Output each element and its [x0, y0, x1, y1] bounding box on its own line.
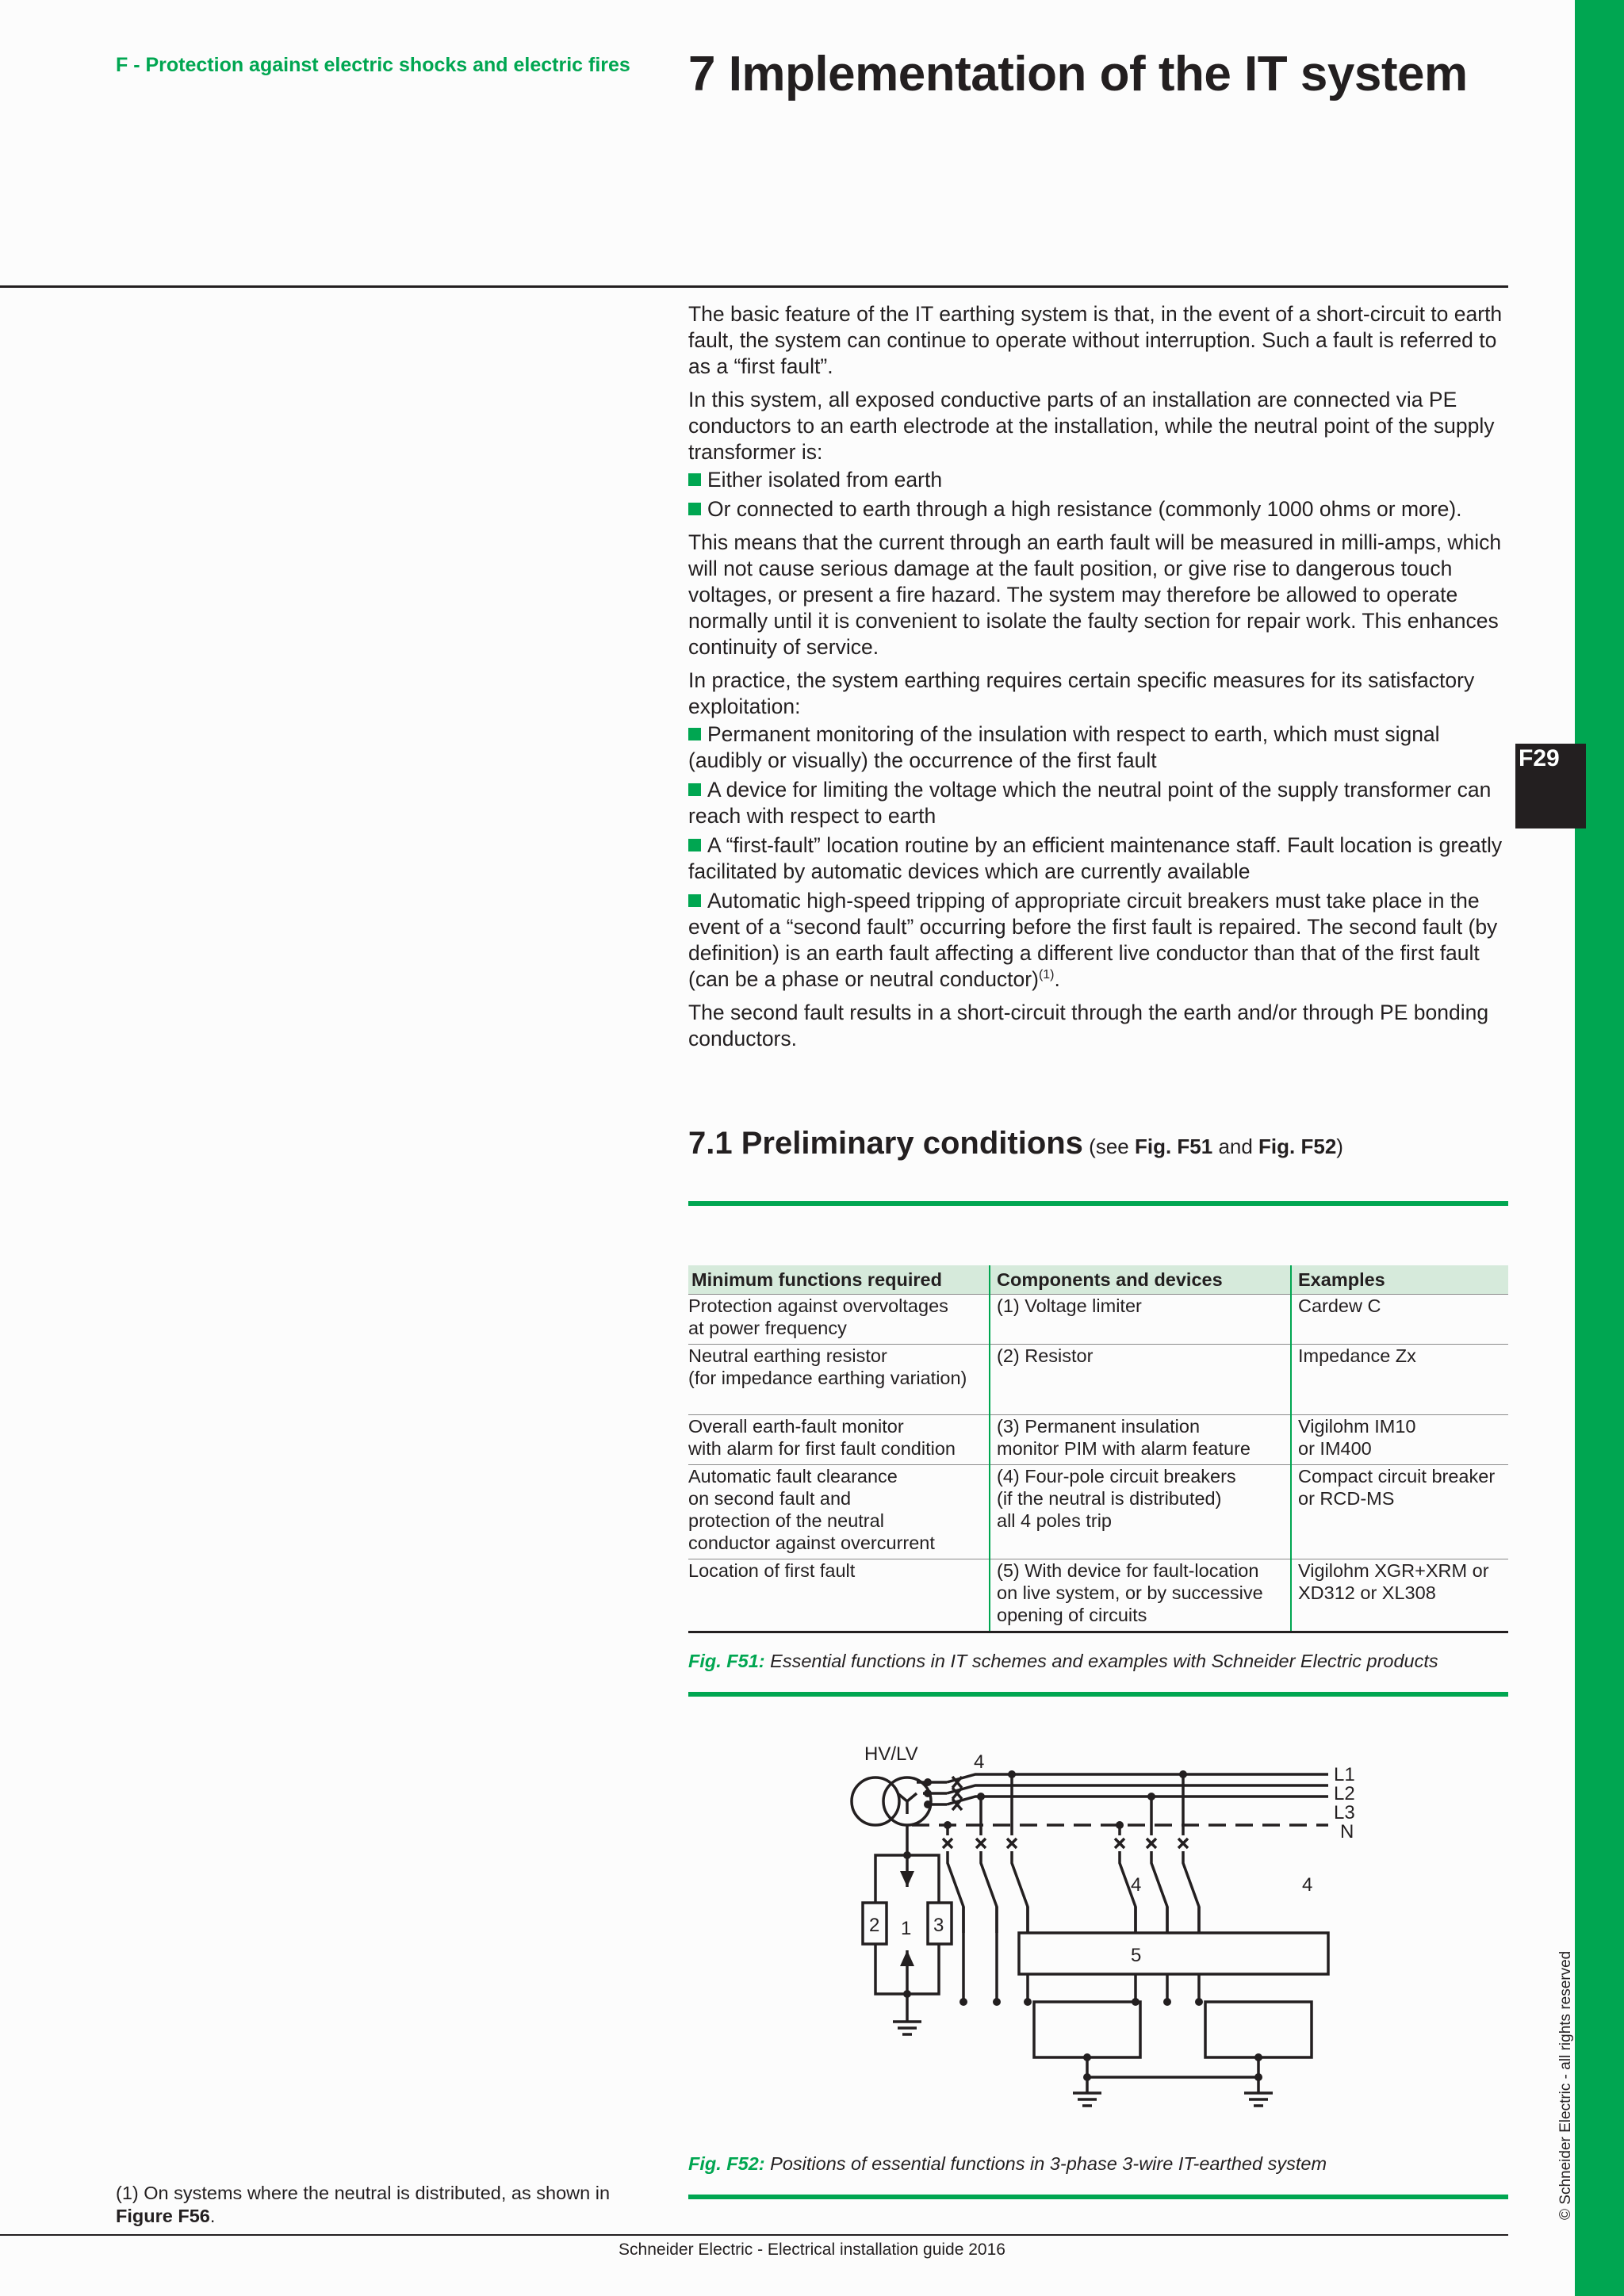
side-accent-bar — [1575, 0, 1624, 2296]
bullet-square-icon — [688, 503, 701, 515]
breaker-x — [1007, 1839, 1017, 1848]
pe-bonding — [1087, 2057, 1258, 2093]
bullet-square-icon — [688, 783, 701, 796]
table-cell: Cardew C — [1291, 1295, 1508, 1345]
line-label: N — [1340, 1821, 1354, 1843]
chapter-title: F - Protection against electric shocks and electric fires — [116, 54, 630, 76]
earth-symbol — [1244, 2093, 1273, 2106]
table-row — [688, 1345, 1508, 1415]
table-cell: Vigilohm IM10 or IM400 — [1291, 1415, 1508, 1465]
page-title: 7 Implementation of the IT system — [688, 47, 1468, 101]
caption-rule — [688, 1692, 1508, 1697]
component-label: 5 — [1131, 1945, 1142, 1966]
table-cell: Overall earth-fault monitor with alarm for first fault condition — [688, 1415, 990, 1465]
bullet-square-icon — [688, 473, 701, 486]
earth-symbol — [893, 2022, 921, 2034]
caption-text: Positions of essential functions in 3-phase 3-wire IT-earthed system — [764, 2153, 1327, 2174]
caption-text: Essential functions in IT schemes and examples with Schneider Electric products — [764, 1651, 1438, 1671]
table-row — [688, 1295, 1508, 1345]
list-item-text: Automatic high-speed tripping of appropriate circuit breakers must take place in the event of a “second fault” occurring before the first fault is repaired. The second fault (by definition) is an earth fault affecting a different live conductor than that of the first fault (can be a phase or neutral conductor) — [688, 889, 1498, 991]
section-close: ) — [1336, 1135, 1343, 1158]
table-row — [688, 1465, 1508, 1559]
breaker-x — [1178, 1839, 1188, 1848]
section-heading — [688, 1126, 1343, 1161]
table-cell: Protection against overvoltages at power frequency — [688, 1295, 990, 1345]
table-cell: Vigilohm XGR+XRM or XD312 or XL308 — [1291, 1559, 1508, 1632]
table-row — [688, 1559, 1508, 1632]
fig-link[interactable]: Fig. F52 — [1258, 1135, 1337, 1158]
bullet-square-icon — [688, 894, 701, 907]
figure-caption-f52 — [688, 2153, 1327, 2175]
functions-table — [688, 1265, 1508, 1633]
breaker-x — [943, 1839, 952, 1848]
list-item-text: A “first-fault” location routine by an efficient maintenance staff. Fault location is greatly facilitated by automatic devices which are currently available — [688, 833, 1503, 883]
caption-label: Fig. F52: — [688, 2153, 765, 2174]
figure-caption-f51 — [688, 1651, 1438, 1672]
breaker-x — [976, 1839, 986, 1848]
paragraph: This means that the current through an earth fault will be measured in milli-amps, which will not cause serious damage at the fault position, or give rise to dangerous touch voltages, or present a fire hazard. The system may therefore be allowed to operate normally until it is convenient to isolate the faulty section for repair work. This enhances continuity of service. — [688, 530, 1502, 659]
list-item — [688, 496, 1513, 522]
section-rule — [688, 1201, 1508, 1206]
table-cell: Location of first fault — [688, 1559, 990, 1632]
list-item-text: A device for limiting the voltage which the neutral point of the supply transformer can reach with respect to earth — [688, 778, 1492, 828]
load-1 — [1034, 2002, 1140, 2057]
line-l3 — [925, 1797, 1328, 1804]
line-label: L1 — [1334, 1764, 1355, 1785]
footer-rule — [0, 2234, 1508, 2236]
paragraph: The second fault results in a short-circuit through the earth and/or through PE bonding conductors. — [688, 1001, 1489, 1050]
section-and: and — [1212, 1135, 1259, 1158]
line-label: L3 — [1334, 1802, 1355, 1823]
monitor-arrow-down — [900, 1871, 914, 1887]
monitor-arrow-up — [900, 1950, 914, 1966]
list-item-text: Either isolated from earth — [707, 468, 943, 492]
bullet-square-icon — [688, 839, 701, 851]
table-row — [688, 1415, 1508, 1465]
footnote-end: . — [209, 2206, 216, 2226]
page-number-tab: F29 — [1515, 744, 1586, 828]
table-cell: Automatic fault clearance on second fault and protection of the neutral conductor against overcurrent — [688, 1465, 990, 1559]
list-item-text: Or connected to earth through a high resistance (commonly 1000 ohms or more). — [707, 497, 1462, 521]
footnote — [116, 2182, 610, 2228]
table-header: Examples — [1291, 1265, 1508, 1295]
table-cell: (2) Resistor — [990, 1345, 1291, 1415]
list-item — [688, 467, 1513, 493]
list-item — [688, 832, 1513, 885]
section-see: (see — [1082, 1135, 1135, 1158]
table-cell: Neutral earthing resistor (for impedance earthing variation) — [688, 1345, 990, 1415]
table-cell: Compact circuit breaker or RCD-MS — [1291, 1465, 1508, 1559]
component-label: 1 — [901, 1918, 912, 1939]
table-cell: (1) Voltage limiter — [990, 1295, 1291, 1345]
breaker-label: 4 — [1302, 1874, 1313, 1896]
table-header: Minimum functions required — [688, 1265, 990, 1295]
fig-link[interactable]: Fig. F51 — [1134, 1135, 1213, 1158]
component-label: 2 — [869, 1915, 880, 1936]
breaker-label: 4 — [974, 1751, 985, 1773]
load-2 — [1205, 2002, 1312, 2057]
transformer-label: HV/LV — [864, 1744, 918, 1765]
paragraph: In practice, the system earthing requires certain specific measures for its satisfactory exploitation: — [688, 668, 1475, 718]
line-label: L2 — [1334, 1783, 1355, 1804]
page-footer: Schneider Electric - Electrical installation guide 2016 — [619, 2241, 1005, 2259]
paragraph: The basic feature of the IT earthing system is that, in the event of a short-circuit to earth fault, the system can continue to operate without interruption. Such a fault is referred to as a “first fault”. — [688, 302, 1503, 378]
component-label: 3 — [933, 1915, 944, 1936]
table-cell: (3) Permanent insulation monitor PIM with alarm feature — [990, 1415, 1291, 1465]
caption-rule — [688, 2195, 1508, 2199]
list-item — [688, 721, 1513, 774]
paragraph: In this system, all exposed conductive parts of an installation are connected via PE conductors to an earth electrode at the installation, while the neutral point of the supply transformer is: — [688, 388, 1495, 464]
bullet-square-icon — [688, 728, 701, 740]
list-item-text: Permanent monitoring of the insulation with respect to earth, which must signal (audibly or visually) the occurrence of the first fault — [688, 722, 1440, 772]
footnote-ref[interactable]: (1) — [1038, 968, 1055, 982]
breaker-x — [1115, 1839, 1124, 1848]
body-text — [688, 301, 1513, 1059]
table-cell: Impedance Zx — [1291, 1345, 1508, 1415]
table-header: Components and devices — [990, 1265, 1291, 1295]
figure-link[interactable]: Figure F56 — [116, 2206, 210, 2226]
caption-label: Fig. F51: — [688, 1651, 765, 1671]
list-item-end: . — [1054, 967, 1060, 991]
breaker-x — [1147, 1839, 1156, 1848]
list-item — [688, 888, 1513, 993]
table-header-row — [688, 1265, 1508, 1295]
table-cell: (5) With device for fault-location on live system, or by successive opening of circuits — [990, 1559, 1291, 1632]
list-item — [688, 777, 1513, 829]
copyright-notice: © Schneider Electric - all rights reserved — [1557, 1950, 1574, 2220]
earth-symbol — [1073, 2093, 1101, 2106]
header-rule — [0, 285, 1508, 288]
footnote-text: (1) On systems where the neutral is distributed, as shown in — [116, 2183, 611, 2203]
feeder1-breaker-poles — [948, 1851, 1028, 2002]
section-title: 7.1 Preliminary conditions — [688, 1126, 1083, 1161]
line-l2 — [923, 1785, 1328, 1793]
table-cell: (4) Four-pole circuit breakers (if the neutral is distributed) all 4 poles trip — [990, 1465, 1291, 1559]
breaker-label: 4 — [1131, 1874, 1142, 1896]
line-l1 — [917, 1774, 1328, 1782]
it-system-diagram — [841, 1744, 1380, 2125]
